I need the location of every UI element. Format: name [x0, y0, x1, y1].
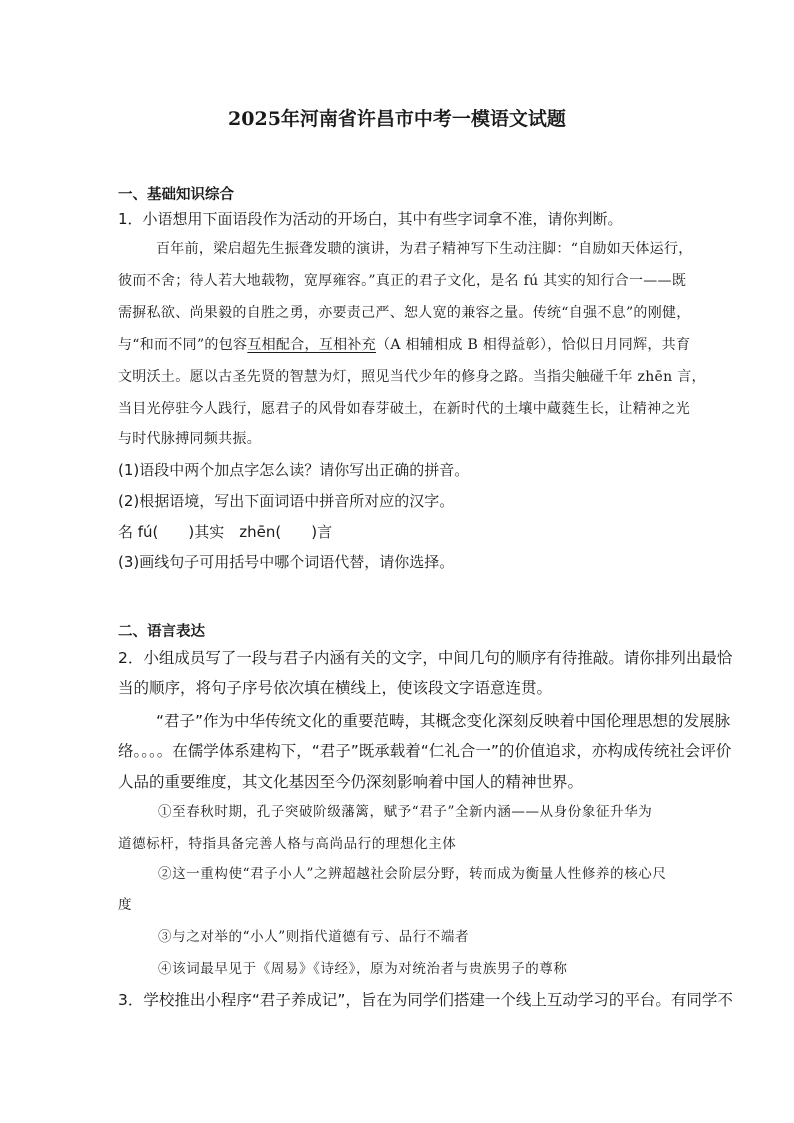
q1-subquestion-1: (1)语段中两个加点字怎么读？请你写出正确的拼音。 — [118, 461, 470, 479]
q2-option-1: 道德标杆，特指具备完善人格与高尚品行的理想化主体 — [118, 836, 457, 852]
q2-option-4: ④该词最早见于《周易》《诗经》，原为对统治者与贵族男子的尊称 — [158, 961, 568, 977]
q2-paragraph-line: 人品的重要维度，其文化基因至今仍深刻影响着中国人的精神世界。 — [118, 773, 584, 791]
q1-passage-text: （A 相辅相成 B 相得益彰），恰似日月同辉，共育 — [376, 337, 691, 353]
q1-passage-line — [118, 334, 690, 354]
question-1-stem: 1．小语想用下面语段作为活动的开场白，其中有些字词拿不准，请你判断。 — [118, 210, 623, 228]
q2-paragraph-line: 络。。。。在儒学体系建构下，“君子”既承载着“仁礼合一”的价值追求，亦构成传统社会评价 — [118, 742, 732, 760]
q1-passage-line: 彼而不舍；待人若大地载物，宽厚雍容。”真正的君子文化，是名 fú 其实的知行合一——既 — [118, 273, 687, 289]
q1-passage-line: 与时代脉搏同频共振。 — [118, 431, 261, 447]
underlined-sentence: 互相配合，互相补充 — [247, 337, 377, 353]
q2-option-2: 度 — [118, 897, 133, 913]
q2-paragraph-line: “君子”作为中华传统文化的重要范畴，其概念变化深刻反映着中国伦理思想的发展脉 — [156, 712, 731, 730]
q1-passage-line: 当目光停驻今人践行，愿君子的风骨如春芽破土，在新时代的土壤中蔵蕤生长，让精神之光 — [118, 401, 690, 417]
q1-passage-line: 百年前，梁启超先生振聋发聩的演讲，为君子精神写下生动注脚：“自励如天体运行， — [156, 241, 693, 257]
q1-subquestion-3: (3)画线句子可用括号中哪个词语代替，请你选择。 — [118, 553, 455, 571]
section-heading-2: 二、语言表达 — [118, 624, 205, 640]
question-2-stem: 2．小组成员写了一段与君子内涵有关的文字，中间几句的顺序有待推敲。请你排列出最恰 — [118, 649, 733, 667]
q1-subquestion-2: (2)根据语境，写出下面词语中拼音所对应的汉字。 — [118, 492, 455, 510]
question-2-stem: 当的顺序，将句子序号依次填在横线上，使该段文字语意连贯。 — [118, 679, 553, 697]
page-title: 2025年河南省许昌市中考一模语文试题 — [228, 108, 566, 130]
q2-option-3: ③与之对举的“小人”则指代道德有亏、品行不端者 — [158, 929, 470, 945]
section-heading-1: 一、基础知识综合 — [118, 187, 234, 203]
q1-fill-blanks: 名 fú( )其实 zhēn( )言 — [118, 523, 333, 541]
q1-passage-line: 需摒私欲、尚果毅的自胜之勇，亦要责己严、恕人宽的兼容之量。传统“自强不息”的刚健， — [118, 305, 691, 321]
question-3-stem: 3．学校推出小程序“君子养成记”，旨在为同学们搭建一个线上互动学习的平台。有同学不 — [118, 991, 733, 1009]
q1-passage-line: 文明沃土。愿以古圣先贤的智慧为灯，照见当代少年的修身之路。当指尖触碰千年 zhēn 言， — [118, 369, 706, 385]
q1-passage-text: 与“和而不同”的包容 — [118, 337, 248, 353]
q2-option-2: ②这一重构使“君子小人”之辨超越社会阶层分野，转而成为衡量人性修养的核心尺 — [158, 866, 667, 882]
q2-option-1: ①至春秋时期，孔子突破阶级藩篱，赋予“君子”全新内涵——从身份象征升华为 — [158, 804, 653, 820]
